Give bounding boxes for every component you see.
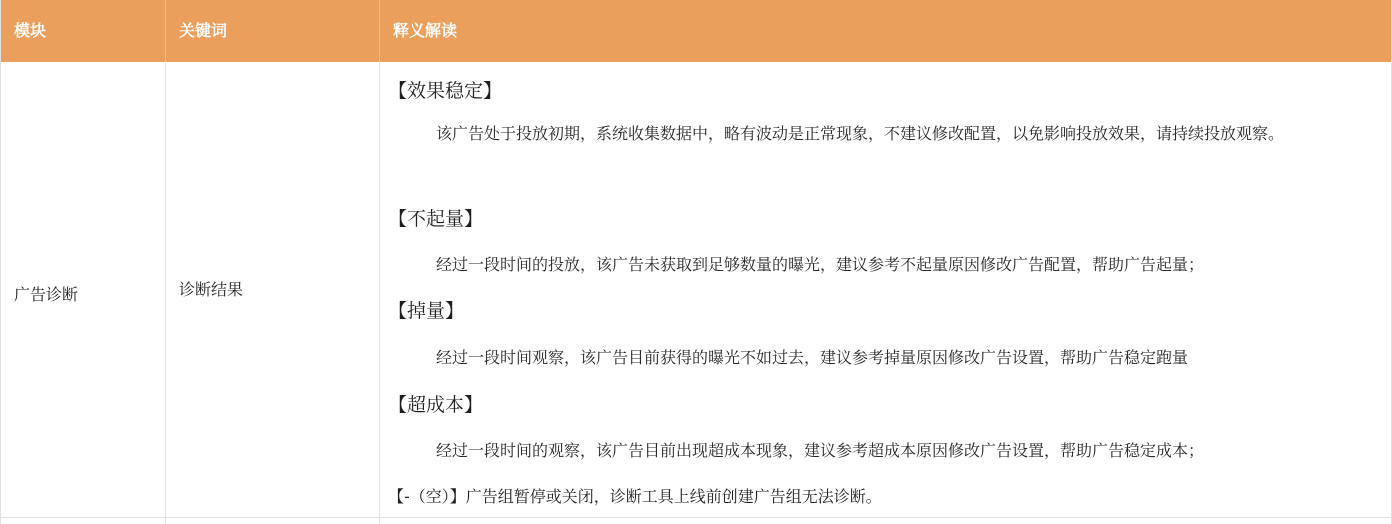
section-title-volume-drop: 【掉量】 [388, 300, 465, 322]
section-text-volume-drop: 经过一段时间观察，该广告目前获得的曝光不如过去，建议参考掉量原因修改广告设置，帮助广告稳定跑量 [436, 348, 1189, 367]
section-title-over-cost: 【超成本】 [388, 394, 484, 416]
column-border [0, 0, 1, 524]
section-title-stable: 【效果稳定】 [388, 80, 503, 102]
header-cell-keyword: 关键词 [179, 21, 228, 40]
header-cell-explanation: 释义解读 [393, 21, 458, 40]
empty-status-note: 【-（空）】广告组暂停或关闭，诊断工具上线前创建广告组无法诊断。 [388, 487, 882, 506]
column-border [379, 62, 380, 524]
header-cell-module: 模块 [14, 21, 47, 40]
keyword-cell: 诊断结果 [179, 280, 244, 299]
module-cell: 广告诊断 [14, 285, 79, 304]
section-text-over-cost: 经过一段时间的观察，该广告目前出现超成本现象，建议参考超成本原因修改广告设置，帮助广告稳定成本； [436, 441, 1205, 460]
table-header-row [0, 0, 1392, 62]
header-divider [379, 0, 380, 62]
header-divider [165, 0, 166, 62]
column-border [165, 62, 166, 524]
section-title-low-volume: 【不起量】 [388, 208, 484, 230]
section-text-stable: 该广告处于投放初期，系统收集数据中，略有波动是正常现象，不建议修改配置，以免影响投放效果，请持续投放观察。 [436, 124, 1285, 143]
section-text-low-volume: 经过一段时间的投放，该广告未获取到足够数量的曝光，建议参考不起量原因修改广告配置，帮助广告起量； [436, 255, 1205, 274]
row-border [0, 517, 1392, 518]
